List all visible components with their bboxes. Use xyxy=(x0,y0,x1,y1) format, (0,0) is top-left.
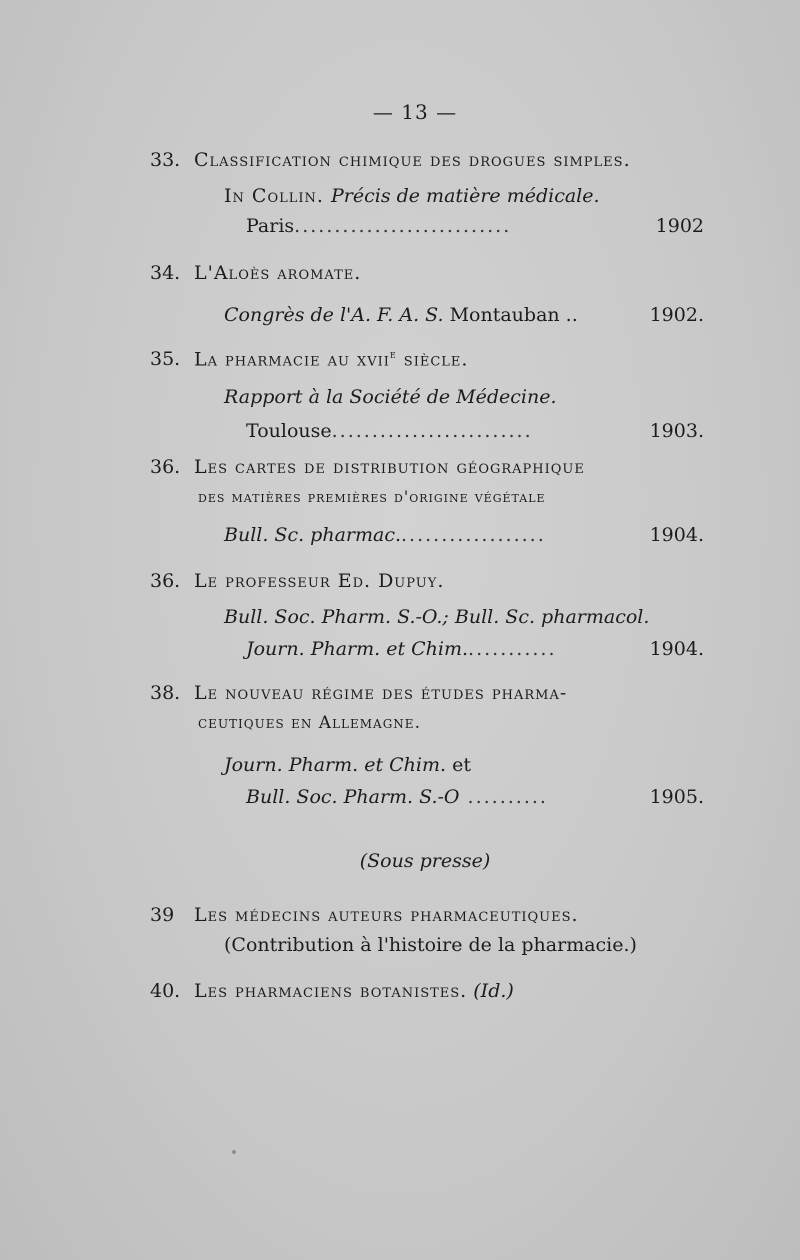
bibliography-entry-40 xyxy=(150,976,710,1006)
entry-number: 38. xyxy=(150,682,181,704)
entry-title-italic: (Id.) xyxy=(467,980,514,1002)
entry-reference-work: Précis de matière médicale. xyxy=(330,185,600,207)
entry-number: 39 xyxy=(150,904,175,926)
entry-year: 1905. xyxy=(649,786,704,808)
bibliography-entry-38 xyxy=(150,678,710,812)
bibliography-entry-35 xyxy=(150,340,710,446)
entry-year: 1903. xyxy=(649,420,704,443)
entry-subtitle: (Contribution à l'histoire de la pharmacie.) xyxy=(224,934,637,956)
entry-title-continuation: ceutiques en Allemagne. xyxy=(198,713,421,733)
entry-number: 35. xyxy=(150,348,181,371)
entry-title: Les pharmaciens botanistes. xyxy=(194,980,468,1002)
entry-number: 33. xyxy=(150,149,181,171)
entry-reference-place: Paris xyxy=(246,215,295,237)
entry-title-continuation: des matières premières d'origine végétale xyxy=(198,487,546,506)
paper-speck xyxy=(232,1150,236,1154)
entry-reference-place: Toulouse xyxy=(246,420,332,443)
bibliography-entry-39 xyxy=(150,900,710,960)
entry-year: 1902. xyxy=(649,304,704,326)
entry-title: Classification chimique des drogues simples. xyxy=(194,149,631,171)
entry-reference-work: Journ. Pharm. et Chim. xyxy=(224,754,447,776)
leader-dots: ........... xyxy=(468,638,557,660)
entry-year: 1904. xyxy=(649,638,704,660)
entry-title-end: siècle. xyxy=(396,348,469,371)
entry-reference-work: Bull. Soc. Pharm. S.-O.; Bull. Sc. pharmacol. xyxy=(224,606,650,628)
entry-reference-journal: Bull. Soc. Pharm. S.-O xyxy=(246,786,460,808)
entry-year: 1902 xyxy=(655,215,704,237)
leader-dots: ........................... xyxy=(294,215,512,237)
entry-reference-work: Bull. Sc. pharmac. xyxy=(224,524,402,546)
leader-dots: ......................... xyxy=(331,420,533,443)
section-heading-sous-presse: (Sous presse) xyxy=(359,850,491,872)
bibliography-entry-36b xyxy=(150,566,710,664)
entry-reference-conj: et xyxy=(446,754,471,776)
entry-reference-author: In Collin. xyxy=(224,185,331,207)
entry-reference-work: Rapport à la Société de Médecine. xyxy=(224,386,557,409)
bibliography-entry-33 xyxy=(150,145,710,241)
leader-dots: .......... xyxy=(459,786,548,808)
entry-year: 1904. xyxy=(649,524,704,546)
entry-title: Le nouveau régime des études pharma- xyxy=(194,682,568,704)
entry-title: Les médecins auteurs pharmaceutiques. xyxy=(194,904,579,926)
entry-number: 34. xyxy=(150,262,181,284)
entry-reference-journal: Journ. Pharm. et Chim. xyxy=(246,638,469,660)
leader-dots: .................. xyxy=(401,524,546,546)
entry-number: 36. xyxy=(150,570,181,592)
entry-number: 40. xyxy=(150,980,181,1002)
entry-title: L'Aloès aromate. xyxy=(194,262,362,284)
entry-reference-place: Montauban .. xyxy=(443,304,578,326)
bibliography-entry-36a xyxy=(150,452,710,550)
entry-reference-work: Congrès de l'A. F. A. S. xyxy=(224,304,444,326)
entry-title: Les cartes de distribution géographique xyxy=(194,456,585,478)
page-number: — 13 — xyxy=(372,100,458,124)
entry-title: Le professeur Ed. Dupuy. xyxy=(194,570,445,592)
bibliography-entry-34 xyxy=(150,258,710,330)
entry-title: La pharmacie au xvii xyxy=(194,348,390,371)
entry-number: 36. xyxy=(150,456,181,478)
entry-title-superscript: e xyxy=(389,348,397,361)
